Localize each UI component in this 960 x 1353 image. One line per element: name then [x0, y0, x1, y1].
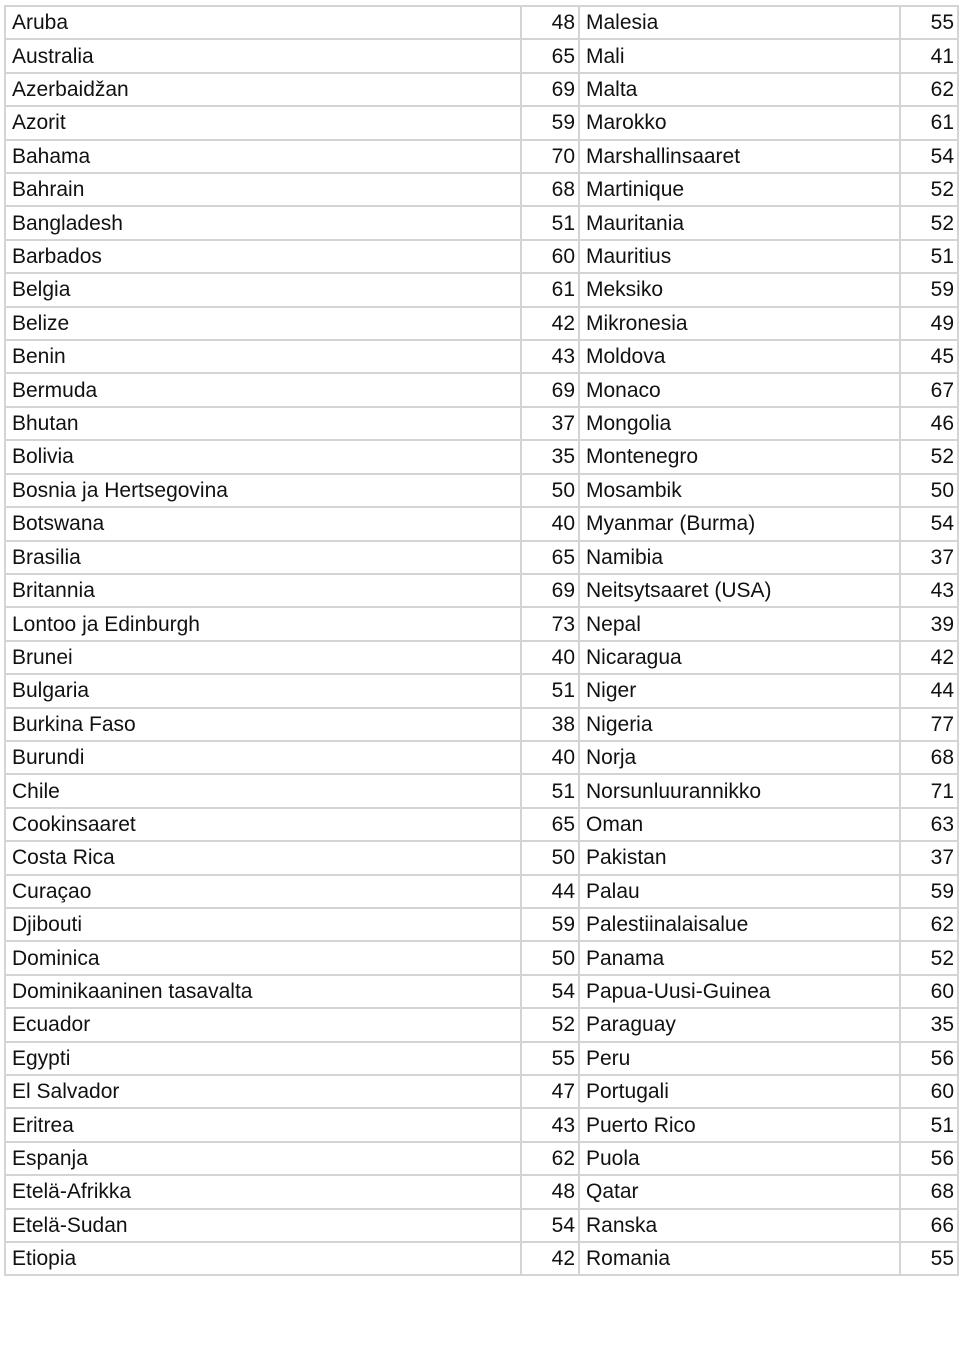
- left-country-value: 65: [521, 39, 579, 72]
- left-country-name: Bermuda: [5, 373, 521, 406]
- right-country-name: Peru: [579, 1042, 900, 1075]
- right-country-value: 52: [900, 941, 958, 974]
- table-row: [5, 774, 958, 807]
- left-country-name: Espanja: [5, 1142, 521, 1175]
- table-row: [5, 1175, 958, 1208]
- right-country-name: Namibia: [579, 541, 900, 574]
- left-country-name: Belize: [5, 307, 521, 340]
- table-row: [5, 574, 958, 607]
- left-country-value: 42: [521, 1242, 579, 1275]
- table-row: [5, 808, 958, 841]
- left-country-value: 69: [521, 373, 579, 406]
- left-country-name: Australia: [5, 39, 521, 72]
- table-row: [5, 474, 958, 507]
- table-row: [5, 373, 958, 406]
- left-country-name: Lontoo ja Edinburgh: [5, 607, 521, 640]
- left-country-name: Etelä-Afrikka: [5, 1175, 521, 1208]
- right-country-value: 60: [900, 975, 958, 1008]
- left-country-value: 48: [521, 1175, 579, 1208]
- left-country-value: 44: [521, 875, 579, 908]
- right-country-name: Norja: [579, 741, 900, 774]
- table-row: [5, 340, 958, 373]
- table-row: [5, 507, 958, 540]
- right-country-value: 37: [900, 541, 958, 574]
- left-country-name: Curaçao: [5, 875, 521, 908]
- table-row: [5, 1209, 958, 1242]
- left-country-name: Dominica: [5, 941, 521, 974]
- right-country-value: 44: [900, 674, 958, 707]
- right-country-name: Malta: [579, 73, 900, 106]
- right-country-value: 37: [900, 841, 958, 874]
- table-row: [5, 541, 958, 574]
- left-country-name: Bosnia ja Hertsegovina: [5, 474, 521, 507]
- left-country-value: 54: [521, 1209, 579, 1242]
- table-row: [5, 607, 958, 640]
- right-country-name: Myanmar (Burma): [579, 507, 900, 540]
- right-country-name: Martinique: [579, 173, 900, 206]
- table-row: [5, 1108, 958, 1141]
- left-country-value: 70: [521, 140, 579, 173]
- right-country-name: Mali: [579, 39, 900, 72]
- country-value-table: [4, 5, 959, 1276]
- left-country-value: 40: [521, 741, 579, 774]
- right-country-value: 50: [900, 474, 958, 507]
- right-country-value: 62: [900, 908, 958, 941]
- left-country-name: Bhutan: [5, 407, 521, 440]
- left-country-name: Brasilia: [5, 541, 521, 574]
- left-country-value: 43: [521, 1108, 579, 1141]
- table-row: [5, 106, 958, 139]
- right-country-name: Puola: [579, 1142, 900, 1175]
- right-country-name: Paraguay: [579, 1008, 900, 1041]
- table-body: [5, 6, 958, 1275]
- right-country-name: Nepal: [579, 607, 900, 640]
- left-country-value: 54: [521, 975, 579, 1008]
- left-country-name: Etelä-Sudan: [5, 1209, 521, 1242]
- left-country-value: 59: [521, 106, 579, 139]
- left-country-value: 69: [521, 73, 579, 106]
- right-country-name: Norsunluurannikko: [579, 774, 900, 807]
- right-country-value: 56: [900, 1042, 958, 1075]
- table-row: [5, 407, 958, 440]
- table-row: [5, 975, 958, 1008]
- table-row: [5, 1242, 958, 1275]
- right-country-name: Puerto Rico: [579, 1108, 900, 1141]
- right-country-name: Palau: [579, 875, 900, 908]
- right-country-value: 66: [900, 1209, 958, 1242]
- right-country-name: Monaco: [579, 373, 900, 406]
- table-row: [5, 440, 958, 473]
- right-country-name: Neitsytsaaret (USA): [579, 574, 900, 607]
- right-country-value: 46: [900, 407, 958, 440]
- right-country-value: 77: [900, 708, 958, 741]
- left-country-name: Chile: [5, 774, 521, 807]
- right-country-name: Panama: [579, 941, 900, 974]
- left-country-name: Eritrea: [5, 1108, 521, 1141]
- right-country-name: Mikronesia: [579, 307, 900, 340]
- left-country-name: Brunei: [5, 641, 521, 674]
- right-country-value: 43: [900, 574, 958, 607]
- left-country-value: 40: [521, 641, 579, 674]
- left-country-value: 69: [521, 574, 579, 607]
- right-country-value: 45: [900, 340, 958, 373]
- table-row: [5, 875, 958, 908]
- right-country-value: 68: [900, 1175, 958, 1208]
- left-country-name: Djibouti: [5, 908, 521, 941]
- right-country-value: 51: [900, 1108, 958, 1141]
- table-row: [5, 1075, 958, 1108]
- right-country-value: 54: [900, 140, 958, 173]
- left-country-value: 65: [521, 541, 579, 574]
- right-country-name: Mosambik: [579, 474, 900, 507]
- left-country-value: 62: [521, 1142, 579, 1175]
- left-country-value: 51: [521, 206, 579, 239]
- left-country-name: Aruba: [5, 6, 521, 39]
- right-country-value: 35: [900, 1008, 958, 1041]
- left-country-name: Ecuador: [5, 1008, 521, 1041]
- right-country-value: 49: [900, 307, 958, 340]
- table-row: [5, 140, 958, 173]
- left-country-name: Bahrain: [5, 173, 521, 206]
- right-country-value: 55: [900, 6, 958, 39]
- right-country-value: 41: [900, 39, 958, 72]
- right-country-name: Meksiko: [579, 273, 900, 306]
- left-country-value: 48: [521, 6, 579, 39]
- table-row: [5, 173, 958, 206]
- left-country-value: 52: [521, 1008, 579, 1041]
- table-row: [5, 273, 958, 306]
- right-country-name: Moldova: [579, 340, 900, 373]
- left-country-name: Bangladesh: [5, 206, 521, 239]
- right-country-value: 56: [900, 1142, 958, 1175]
- table-row: [5, 741, 958, 774]
- table-row: [5, 908, 958, 941]
- right-country-value: 52: [900, 206, 958, 239]
- table-row: [5, 73, 958, 106]
- right-country-value: 71: [900, 774, 958, 807]
- right-country-name: Marshallinsaaret: [579, 140, 900, 173]
- left-country-value: 51: [521, 774, 579, 807]
- right-country-name: Romania: [579, 1242, 900, 1275]
- table-row: [5, 307, 958, 340]
- right-country-name: Palestiinalaisalue: [579, 908, 900, 941]
- right-country-value: 52: [900, 173, 958, 206]
- right-country-name: Portugali: [579, 1075, 900, 1108]
- left-country-name: Britannia: [5, 574, 521, 607]
- left-country-name: Azerbaidžan: [5, 73, 521, 106]
- right-country-value: 55: [900, 1242, 958, 1275]
- left-country-value: 40: [521, 507, 579, 540]
- right-country-name: Mauritius: [579, 240, 900, 273]
- table-row: [5, 1008, 958, 1041]
- table-row: [5, 1142, 958, 1175]
- left-country-value: 35: [521, 440, 579, 473]
- left-country-name: Benin: [5, 340, 521, 373]
- left-country-name: Bolivia: [5, 440, 521, 473]
- left-country-name: Cookinsaaret: [5, 808, 521, 841]
- left-country-value: 73: [521, 607, 579, 640]
- right-country-name: Niger: [579, 674, 900, 707]
- right-country-value: 39: [900, 607, 958, 640]
- left-country-name: El Salvador: [5, 1075, 521, 1108]
- right-country-value: 42: [900, 641, 958, 674]
- right-country-name: Nicaragua: [579, 641, 900, 674]
- right-country-value: 59: [900, 273, 958, 306]
- left-country-value: 38: [521, 708, 579, 741]
- right-country-name: Malesia: [579, 6, 900, 39]
- left-country-value: 42: [521, 307, 579, 340]
- left-country-name: Azorit: [5, 106, 521, 139]
- left-country-value: 51: [521, 674, 579, 707]
- left-country-value: 37: [521, 407, 579, 440]
- left-country-name: Botswana: [5, 507, 521, 540]
- table-row: [5, 1042, 958, 1075]
- right-country-value: 68: [900, 741, 958, 774]
- right-country-name: Pakistan: [579, 841, 900, 874]
- left-country-value: 50: [521, 474, 579, 507]
- right-country-name: Nigeria: [579, 708, 900, 741]
- table-row: [5, 941, 958, 974]
- right-country-name: Ranska: [579, 1209, 900, 1242]
- left-country-name: Burundi: [5, 741, 521, 774]
- table-row: [5, 708, 958, 741]
- left-country-name: Barbados: [5, 240, 521, 273]
- right-country-value: 60: [900, 1075, 958, 1108]
- left-country-value: 59: [521, 908, 579, 941]
- left-country-name: Bulgaria: [5, 674, 521, 707]
- left-country-name: Etiopia: [5, 1242, 521, 1275]
- right-country-name: Mongolia: [579, 407, 900, 440]
- right-country-name: Papua-Uusi-Guinea: [579, 975, 900, 1008]
- right-country-name: Oman: [579, 808, 900, 841]
- left-country-value: 47: [521, 1075, 579, 1108]
- table-row: [5, 206, 958, 239]
- right-country-name: Marokko: [579, 106, 900, 139]
- left-country-name: Costa Rica: [5, 841, 521, 874]
- right-country-value: 59: [900, 875, 958, 908]
- left-country-value: 43: [521, 340, 579, 373]
- left-country-value: 61: [521, 273, 579, 306]
- left-country-value: 50: [521, 841, 579, 874]
- left-country-name: Bahama: [5, 140, 521, 173]
- left-country-name: Egypti: [5, 1042, 521, 1075]
- left-country-value: 50: [521, 941, 579, 974]
- left-country-value: 60: [521, 240, 579, 273]
- right-country-value: 52: [900, 440, 958, 473]
- table-row: [5, 674, 958, 707]
- right-country-name: Qatar: [579, 1175, 900, 1208]
- left-country-value: 55: [521, 1042, 579, 1075]
- right-country-value: 62: [900, 73, 958, 106]
- right-country-value: 54: [900, 507, 958, 540]
- table-row: [5, 841, 958, 874]
- right-country-value: 67: [900, 373, 958, 406]
- right-country-name: Montenegro: [579, 440, 900, 473]
- right-country-value: 51: [900, 240, 958, 273]
- table-row: [5, 240, 958, 273]
- right-country-name: Mauritania: [579, 206, 900, 239]
- left-country-name: Belgia: [5, 273, 521, 306]
- right-country-value: 61: [900, 106, 958, 139]
- table-row: [5, 39, 958, 72]
- left-country-name: Burkina Faso: [5, 708, 521, 741]
- table-row: [5, 641, 958, 674]
- left-country-value: 65: [521, 808, 579, 841]
- right-country-value: 63: [900, 808, 958, 841]
- left-country-value: 68: [521, 173, 579, 206]
- table-row: [5, 6, 958, 39]
- left-country-name: Dominikaaninen tasavalta: [5, 975, 521, 1008]
